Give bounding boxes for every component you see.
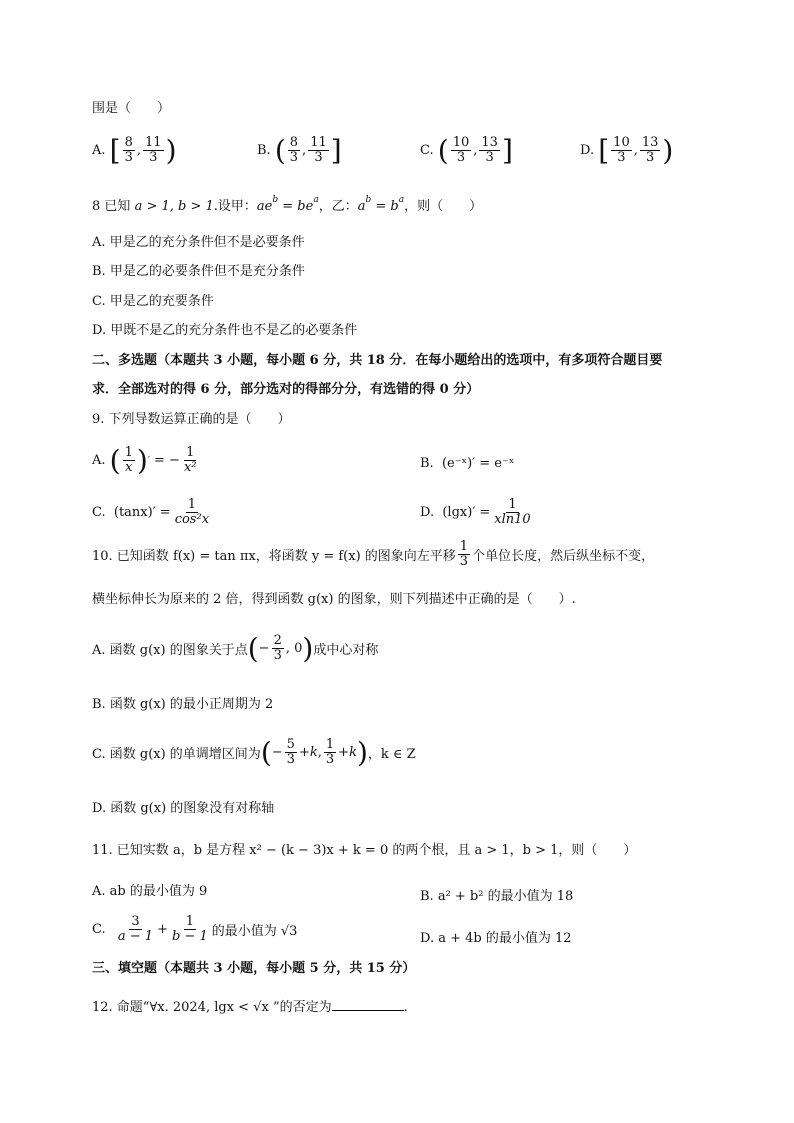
- q8-jia-mid: = be: [278, 199, 314, 214]
- bracket-open: [: [598, 133, 610, 167]
- q7-option-c: C. ( $\frac{10}{3}$ , $\frac{13}{3}$ ]: [420, 133, 513, 167]
- bracket-close: ]: [330, 133, 342, 167]
- frac-den: xln10: [494, 512, 531, 528]
- q8-yi-sup2: a: [398, 195, 405, 205]
- q12-stem: [92, 1000, 408, 1014]
- frac-den: 3: [456, 150, 466, 166]
- bracket-open: [: [109, 133, 121, 167]
- q8-jia-sup1: b: [272, 195, 279, 205]
- q10-a-frac: [272, 634, 284, 664]
- option-label: A.: [92, 143, 106, 159]
- frac-left: [288, 136, 300, 166]
- frac-den: 3: [124, 150, 133, 166]
- q10-stem-b: 个单位长度，然后纵坐标不变，: [472, 549, 655, 565]
- frac-num: 10: [452, 135, 470, 150]
- frac-num: 1: [459, 539, 469, 554]
- frac-num: 13: [481, 135, 498, 150]
- q10-c-post: ，k ∈ Z: [367, 747, 416, 763]
- q10-option-b: B. 函数 g(x) 的最小正周期为 2: [92, 697, 274, 712]
- q10-option-d: D. 函数 g(x) 的图象没有对称轴: [92, 801, 275, 816]
- q10-stem-a: 10. 已知函数 f(x) = tan πx，将函数 y = f(x) 的图象向左平移: [92, 549, 456, 565]
- frac-den: 3: [273, 648, 282, 664]
- q9-option-b: [420, 456, 514, 471]
- q10-stem-line2: 横坐标伸长为原来的 2 倍，得到函数 g(x) 的图象，则下列描述中正确的是（ ）.: [92, 592, 576, 607]
- bracket-open: (: [437, 133, 449, 167]
- q11-c-frac1: [116, 915, 155, 945]
- q8-text-a: 已知: [104, 199, 131, 214]
- q11-stem: 11. 已知实数 a，b 是方程 x² − (k − 3)x + k = 0 的两个根，且 a > 1，b > 1，则（ ）: [92, 843, 637, 858]
- q8-number: 8: [92, 199, 101, 214]
- frac-num: 1: [124, 445, 133, 460]
- frac-num: 10: [613, 135, 630, 150]
- frac-right: [479, 136, 500, 166]
- paren-open: (: [109, 443, 121, 477]
- q10-option-a: A. 函数 g(x) 的图象关于点 ( − $\frac{2}{3}$ , 0 ) 成中心对称: [92, 631, 379, 665]
- frac-den: 3: [485, 150, 494, 166]
- frac-den: cos²x: [174, 512, 210, 528]
- frac-num: 1: [187, 497, 196, 512]
- q10-stem: [92, 540, 654, 570]
- option-label: C.: [420, 143, 434, 159]
- q11-c-label: C.: [92, 922, 106, 938]
- q10-a-pre: A. 函数 g(x) 的图象关于点: [92, 643, 248, 659]
- q9-d-frac: [492, 498, 532, 528]
- q12-text: 12. 命题“∀x. 2024, lgx < √x ”的否定为: [92, 1000, 332, 1015]
- q8-text-d: ，则（ ）: [404, 199, 483, 214]
- q8-option-b: B. 甲是乙的必要条件但不是充分条件: [92, 264, 305, 279]
- frac-num: 11: [310, 135, 327, 150]
- frac-num: 1: [325, 737, 335, 752]
- q11-c-frac2: [170, 915, 210, 945]
- q9-b-text: (e⁻ˣ)′ = e⁻ˣ: [441, 456, 515, 471]
- section2-heading: 二、多选题（本题共 3 小题，每小题 6 分，共 18 分．在每小题给出的选项中，有多项符合题目要: [92, 353, 663, 368]
- option-label: B.: [257, 143, 271, 159]
- q7-option-a: A. [ $\frac{8}{3}$ , $\frac{11}{3}$ ): [92, 133, 177, 167]
- option-label: D.: [580, 143, 595, 159]
- q11-option-b: B. a² + b² 的最小值为 18: [420, 889, 574, 904]
- q9-b-label: B.: [420, 456, 434, 471]
- section2-heading-cont: 求．全部选对的得 6 分，部分选对的得部分分，有选错的得 0 分）: [92, 382, 480, 397]
- q11-c-post: 的最小值为 √3: [211, 924, 298, 940]
- q9-a-frac: [123, 446, 135, 476]
- q8-condition: a > 1, b > 1: [134, 199, 214, 214]
- frac-num: 1: [508, 497, 517, 512]
- frac-den: 3: [289, 150, 299, 166]
- q10-a-post: 成中心对称: [313, 643, 379, 659]
- q12-answer-blank[interactable]: [332, 1000, 404, 1011]
- frac-num: 13: [641, 135, 659, 150]
- frac-den: x: [125, 460, 133, 476]
- q8-jia-expr: ae: [256, 199, 273, 214]
- q9-d-lhs: (lgx)′ =: [442, 505, 491, 521]
- frac-num: 11: [145, 135, 162, 150]
- frac-num: 8: [124, 135, 133, 150]
- q8-text-c: ，乙：: [318, 199, 358, 214]
- q9-a-label: A.: [92, 453, 106, 469]
- paren-close: ): [356, 735, 368, 769]
- frac-den: 3: [314, 150, 323, 166]
- frac-den: 3: [149, 150, 158, 166]
- q9-c-label: C.: [92, 505, 106, 521]
- q8-text-b: .设甲：: [213, 199, 257, 214]
- q12-end: .: [403, 1000, 408, 1015]
- paren-close: ): [136, 443, 148, 477]
- q9-option-a: [92, 443, 200, 477]
- q9-c-lhs: (tanx)′ =: [113, 505, 171, 521]
- q8-jia-sup2: a: [313, 195, 319, 205]
- q8-yi-expr: a: [357, 199, 366, 214]
- frac-num: 1: [186, 445, 195, 460]
- prime: ′: [147, 455, 150, 466]
- q10-shift-frac: [458, 540, 470, 570]
- frac-den: 3: [325, 752, 335, 768]
- frac-den: 3: [459, 554, 469, 570]
- frac-num: 2: [273, 633, 282, 648]
- q7-option-b: B. ( $\frac{8}{3}$ , $\frac{11}{3}$ ]: [257, 133, 342, 167]
- q11-option-d: D. a + 4b 的最小值为 12: [420, 931, 572, 946]
- paren-open: (: [260, 735, 272, 769]
- q8-yi-mid: = b: [371, 199, 399, 214]
- bracket-close: ): [662, 133, 674, 167]
- q11-option-c: C. $\frac{3}{a - 1}$ + $\frac{1}{b - 1}$ 的最小值为 √3: [92, 914, 298, 945]
- q8-stem: [92, 196, 482, 213]
- frac-den: 3: [617, 150, 626, 166]
- frac-right: [308, 136, 329, 166]
- q9-stem: 9. 下列导数运算正确的是（ ）: [92, 412, 291, 427]
- q10-c-pre: C. 函数 g(x) 的单调增区间为: [92, 747, 261, 763]
- q9-a-sign: = −: [154, 453, 180, 469]
- q8-option-c: C. 甲是乙的充要条件: [92, 294, 214, 309]
- q8-yi-sup1: b: [365, 195, 372, 205]
- bracket-open: (: [274, 133, 286, 167]
- q9-d-label: D.: [420, 505, 435, 521]
- q10-c-frac1: [285, 738, 297, 768]
- frac-right: [143, 136, 164, 166]
- frac-right: [640, 136, 661, 166]
- frac-num: 5: [286, 737, 295, 752]
- frac-left: [451, 136, 472, 166]
- q8-option-d: D. 甲既不是乙的充分条件也不是乙的必要条件: [92, 323, 358, 338]
- frac-den: 3: [286, 752, 295, 768]
- bracket-close: ]: [501, 133, 513, 167]
- section3-heading: 三、填空题（本题共 3 小题，每小题 5 分，共 15 分）: [92, 961, 416, 976]
- frac-num: 1: [185, 914, 194, 929]
- frac-num: 3: [131, 914, 140, 929]
- q7-option-d: D. [ $\frac{10}{3}$ , $\frac{13}{3}$ ): [580, 133, 674, 167]
- frac-den: a − 1: [117, 929, 154, 945]
- frac-den: x²: [183, 460, 197, 476]
- frac-den: b − 1: [171, 929, 208, 945]
- q8-option-a: A. 甲是乙的充分条件但不是必要条件: [92, 235, 305, 250]
- bracket-close: ): [165, 133, 177, 167]
- q9-option-d: [420, 498, 535, 528]
- q10-c-frac2: [324, 738, 336, 768]
- paren-close: ): [302, 631, 314, 665]
- q7-stem-tail: 围是（ ）: [92, 101, 171, 116]
- q9-a-rhs-frac: [182, 446, 199, 476]
- frac-num: 8: [289, 135, 299, 150]
- frac-left: [611, 136, 632, 166]
- q9-c-frac: [173, 498, 211, 528]
- frac-den: 3: [645, 150, 655, 166]
- q10-option-c: C. 函数 g(x) 的单调增区间为 ( − $\frac{5}{3}$ + k , $\frac{1}{3}$ + k ) ，k ∈ Z: [92, 735, 416, 769]
- q9-option-c: [92, 498, 213, 528]
- frac-left: [123, 136, 135, 166]
- q11-option-a: A. ab 的最小值为 9: [92, 884, 208, 899]
- paren-open: (: [247, 631, 259, 665]
